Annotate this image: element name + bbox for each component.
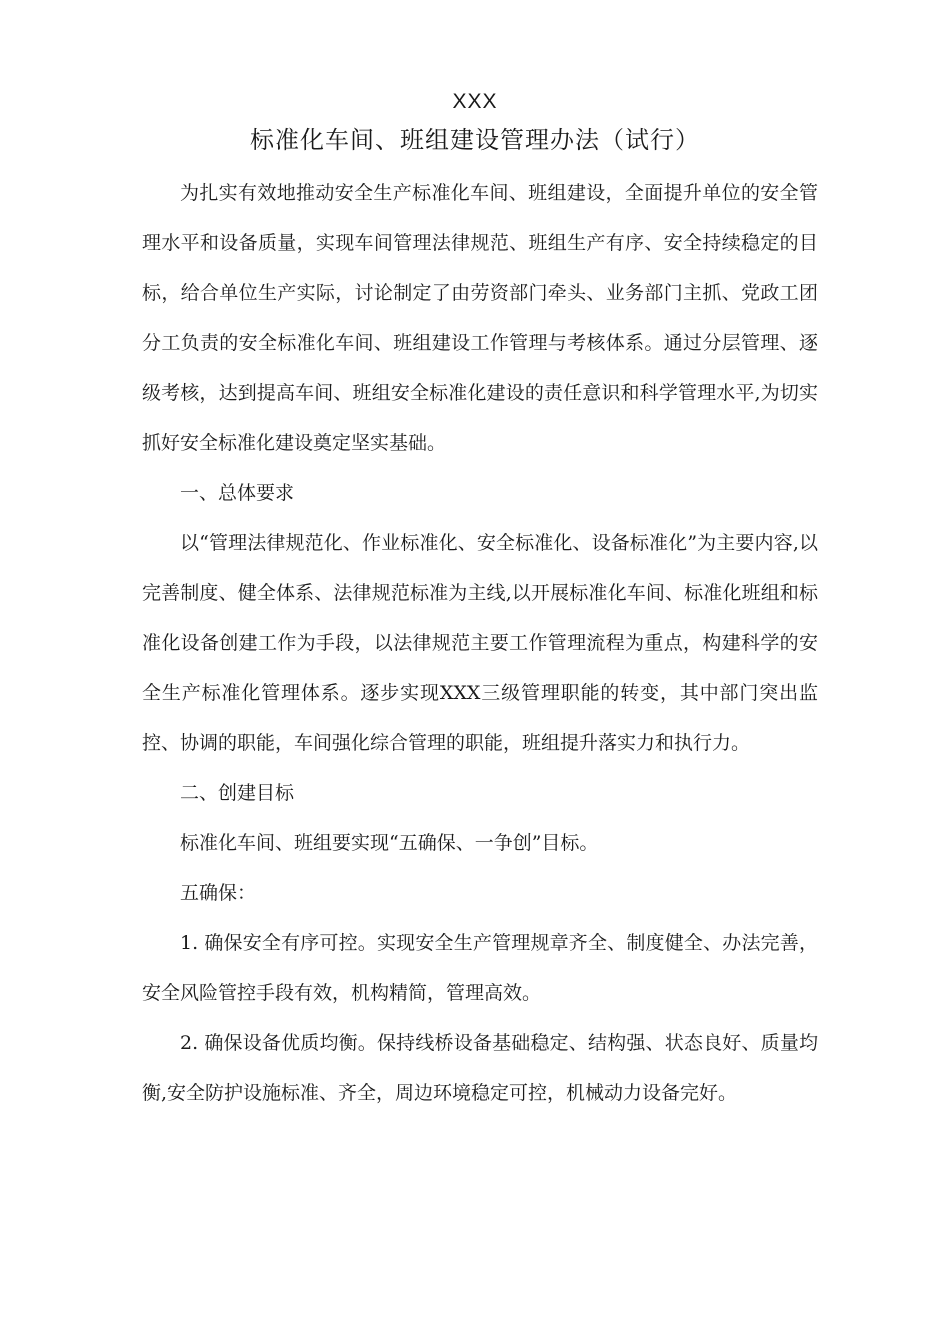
paragraph-overall-requirements: 以“管理法律规范化、作业标准化、安全标准化、设备标准化”为主要内容,以完善制度、健全体系、法律规范标准为主线,以开展标准化车间、标准化班组和标准化设备创建工作为手段，以法律规范主要工作管理流程为重点，构建科学的安全生产标准化管理体系。逐步实现XXX三级管理职能的转变，其中部门突出监控、协调的职能，车间强化综合管理的职能，班组提升落实力和执行力。	[142, 532, 818, 754]
section-heading-overall-requirements: 一、总体要求	[180, 482, 295, 504]
document-body	[142, 168, 818, 1118]
document-org: XXX	[452, 90, 498, 113]
document-title: 标准化车间、班组建设管理办法（试行）	[250, 126, 700, 154]
list-item-ensure-2: 2. 确保设备优质均衡。保持线桥设备基础稳定、结构强、状态良好、质量均衡,安全防护设施标准、齐全，周边环境稳定可控，机械动力设备完好。	[142, 1032, 818, 1104]
paragraph-five-ensures-label: 五确保：	[180, 882, 257, 904]
section-heading-goals: 二、创建目标	[180, 782, 295, 804]
paragraph-goals-summary: 标准化车间、班组要实现“五确保、一争创”目标。	[180, 832, 599, 854]
paragraph-intro: 为扎实有效地推动安全生产标准化车间、班组建设，全面提升单位的安全管理水平和设备质量，实现车间管理法律规范、班组生产有序、安全持续稳定的目标，给合单位生产实际，讨论制定了由劳资部门牵头、业务部门主抓、党政工团分工负责的安全标准化车间、班组建设工作管理与考核体系。通过分层管理、逐级考核，达到提高车间、班组安全标准化建设的责任意识和科学管理水平,为切实抓好安全标准化建设奠定坚实基础。	[142, 182, 818, 454]
list-item-ensure-1: 1. 确保安全有序可控。实现安全生产管理规章齐全、制度健全、办法完善，安全风险管控手段有效，机构精简，管理高效。	[142, 932, 818, 1004]
